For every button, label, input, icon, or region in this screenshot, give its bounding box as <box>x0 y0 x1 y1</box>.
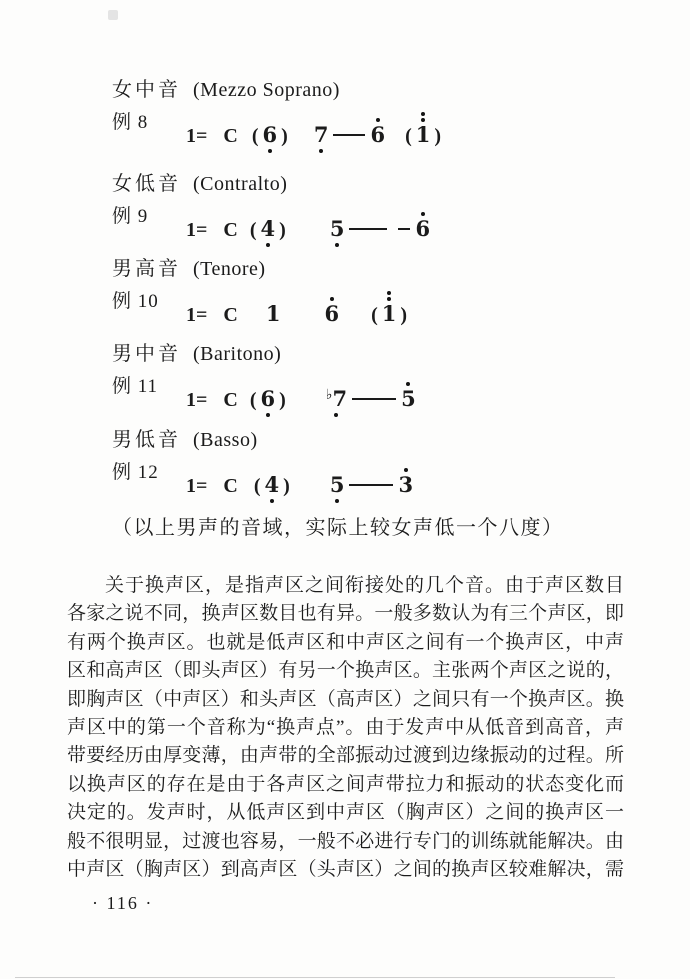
spacer <box>387 141 403 142</box>
jianpu-text: C <box>223 475 238 497</box>
jianpu-text: C <box>223 125 238 147</box>
voice-name-cn: 男中音 <box>112 343 181 365</box>
spacer <box>290 141 312 142</box>
jianpu-text: ( <box>251 125 259 147</box>
spacer <box>341 320 369 321</box>
jianpu-text: 1= <box>186 219 208 241</box>
voice-example <box>112 172 431 241</box>
jianpu-note: 6 <box>263 124 278 146</box>
paragraph-line: 各家之说不同，换声区数目也有异。一般多数认为有三个声区，即 <box>67 603 624 625</box>
flat-sign-icon: ♭ <box>325 388 333 403</box>
jianpu-text: 1= <box>186 304 208 326</box>
tie-dash <box>349 228 387 230</box>
tie-dash <box>349 484 393 486</box>
paragraph-line: 关于换声区，是指声区之间衔接处的几个音。由于声区数目 <box>105 575 624 596</box>
jianpu-note: 1 <box>416 124 431 146</box>
voice-name-cn: 男高音 <box>112 258 181 280</box>
example-label: 例 8 <box>112 112 149 133</box>
jianpu-text: ) <box>400 304 408 326</box>
paragraph-line: 有两个换声区。也就是低声区和中声区之间有一个换声区，中声 <box>67 631 624 653</box>
spacer <box>288 235 328 236</box>
body-paragraph <box>67 572 624 884</box>
jianpu-text: 1= <box>186 475 208 497</box>
jianpu-note: 4 <box>261 218 276 240</box>
spacer <box>240 405 248 406</box>
page-number: · 116 · <box>92 893 154 913</box>
voice-name-latin: (Baritono) <box>193 343 282 365</box>
jianpu-text: C <box>223 389 238 411</box>
spacer <box>209 405 221 406</box>
example-label: 例 9 <box>112 206 149 227</box>
jianpu-note: 5 <box>330 218 345 240</box>
voice-example <box>112 428 414 497</box>
voice-title-line <box>112 428 258 452</box>
jianpu-note: 4 <box>265 474 280 496</box>
spacer <box>209 320 221 321</box>
paragraph-line: 区和高声区（即头声区）有另一个换声区。主张两个声区之说的， <box>67 660 624 682</box>
jianpu-text: C <box>223 219 238 241</box>
voice-name-latin: (Basso) <box>193 429 258 451</box>
jianpu-note: 7 <box>314 124 329 146</box>
jianpu-text: ) <box>279 389 286 411</box>
jianpu-note: 5 <box>330 474 345 496</box>
jianpu-note: 1 <box>265 301 281 326</box>
tie-dash <box>333 134 365 136</box>
jianpu-text: C <box>223 304 238 326</box>
example-label: 例 12 <box>112 462 159 483</box>
jianpu-note: 6 <box>370 124 385 146</box>
jianpu-text: ) <box>281 125 288 147</box>
example-label: 例 10 <box>112 291 159 312</box>
jianpu-note: 3 <box>398 474 413 496</box>
spacer <box>288 405 324 406</box>
paragraph-line: 般不很明显，过渡也容易，一般不必进行专门的训练就能解决。由 <box>67 830 624 852</box>
spacer <box>240 235 248 236</box>
scan-smudge <box>108 10 118 20</box>
spacer <box>292 491 328 492</box>
spacer <box>390 235 395 236</box>
jianpu-notation <box>184 388 418 412</box>
paragraph-line: 以换声区的存在是由于各声区之间声带拉力和振动的状态变化而 <box>67 773 624 795</box>
tie-dash <box>398 228 410 230</box>
spacer <box>240 141 250 142</box>
jianpu-text: ( <box>253 475 261 497</box>
voice-example <box>112 342 416 411</box>
jianpu-note: 6 <box>324 303 339 325</box>
paragraph-line: 即胸声区（中声区）和头声区（高声区）之间只有一个换声区。换 <box>67 688 624 710</box>
jianpu-notation <box>184 218 432 242</box>
jianpu-text: ) <box>279 219 286 241</box>
voice-example <box>112 257 408 326</box>
paragraph-line: 声区中的第一个音称为“换声点”。由于发声中从低音到高音，声 <box>67 716 624 738</box>
jianpu-note: ♭7 <box>326 388 347 410</box>
jianpu-text: ( <box>249 389 257 411</box>
jianpu-note: 6 <box>261 388 276 410</box>
jianpu-note: 1 <box>382 303 397 325</box>
tie-dash <box>352 398 396 400</box>
voice-name-cn: 男低音 <box>112 429 181 451</box>
jianpu-text: ) <box>434 125 442 147</box>
voice-name-latin: (Tenore) <box>193 258 266 280</box>
paragraph-line: 决定的。发声时，从低声区到中声区（胸声区）之间的换声区一 <box>67 802 624 824</box>
voice-name-latin: (Mezzo Soprano) <box>193 79 340 101</box>
spacer <box>240 320 264 321</box>
paragraph-line: 中声区（胸声区）到高声区（头声区）之间的换声区较难解决，需 <box>67 858 624 880</box>
octave-note-line: （以上男声的音域，实际上较女声低一个八度） <box>112 517 564 539</box>
jianpu-text: ) <box>283 475 290 497</box>
jianpu-text: ( <box>405 125 412 147</box>
jianpu-text: ( <box>371 304 378 326</box>
spacer <box>209 235 221 236</box>
jianpu-note: 6 <box>415 218 430 240</box>
jianpu-notation <box>184 124 443 148</box>
jianpu-text: 1= <box>186 389 208 411</box>
paragraph-line: 带要经历由厚变薄，由声带的全部振动过渡到边缘振动的过程。所 <box>67 745 624 767</box>
jianpu-notation <box>184 474 415 498</box>
spacer <box>209 491 221 492</box>
spacer <box>240 491 252 492</box>
voice-title-line <box>112 342 281 366</box>
voice-title-line <box>112 172 287 196</box>
jianpu-note: 5 <box>401 388 416 410</box>
voice-title-line <box>112 257 266 281</box>
jianpu-text: ( <box>249 219 257 241</box>
jianpu-text: 1= <box>186 125 208 147</box>
voice-title-line <box>112 78 340 102</box>
jianpu-notation <box>184 303 409 327</box>
scan-edge-line <box>15 977 615 978</box>
voice-name-cn: 女低音 <box>112 173 181 195</box>
example-label: 例 11 <box>112 376 159 397</box>
voice-example <box>112 78 442 147</box>
voice-name-cn: 女中音 <box>112 79 181 101</box>
spacer <box>209 141 221 142</box>
voice-name-latin: (Contralto) <box>193 173 288 195</box>
spacer <box>282 320 322 321</box>
